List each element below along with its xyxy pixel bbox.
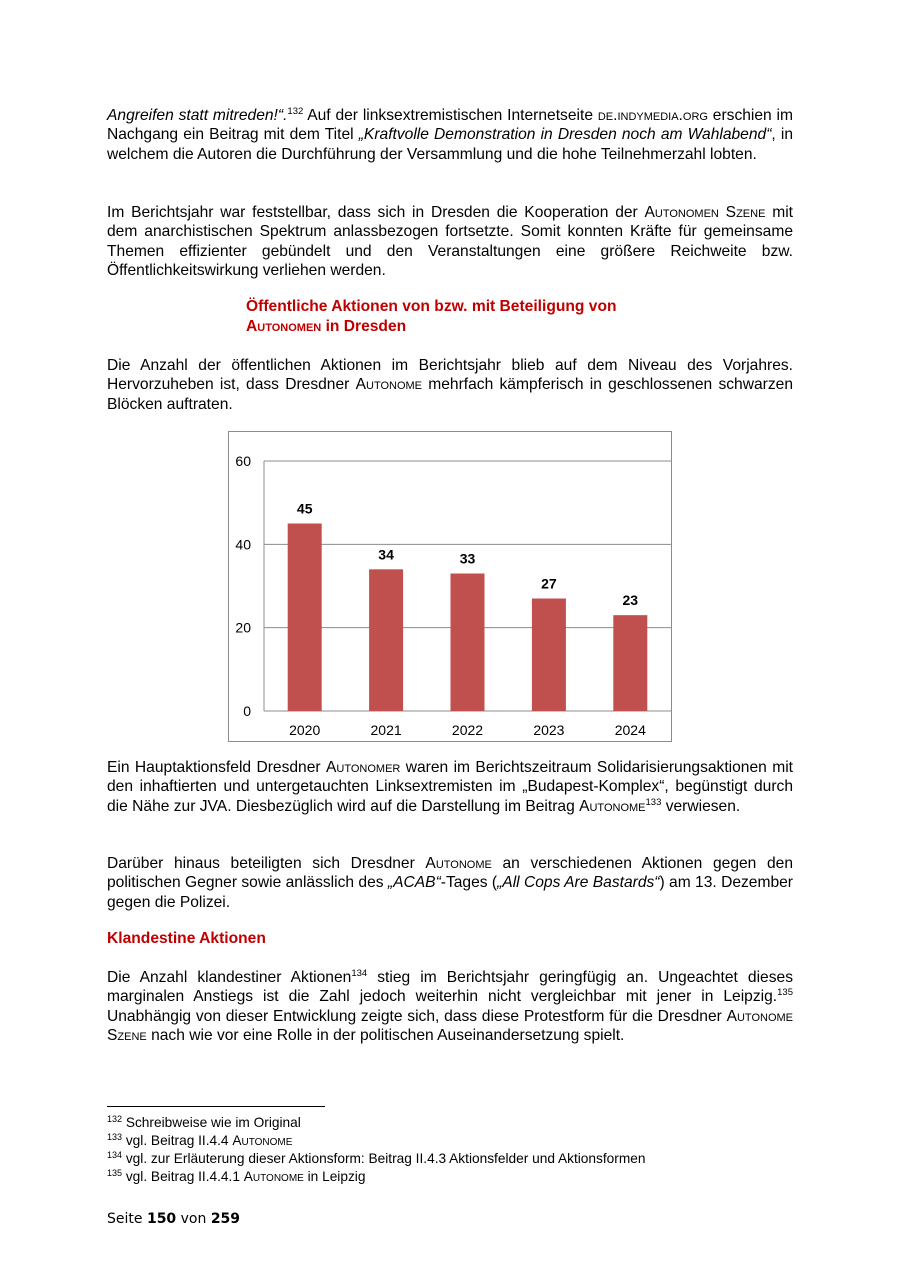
y-tick-label: 20 <box>235 619 251 636</box>
footnote-135: $^{135}$ vgl. Beitrag II.4.4.1 Autonome in Leipzig <box>107 1168 366 1184</box>
data-label-2020: 45 <box>296 500 313 517</box>
footnote-132: $^{132}$ Schreibweise wie im Original <box>107 1114 301 1130</box>
y-tick-label: 0 <box>243 703 251 719</box>
page-number: Seite 150 von 259 <box>107 1211 241 1227</box>
footnote-ref-135[interactable]: 135 <box>777 987 793 999</box>
x-tick-label-2023: 2023 <box>533 722 565 738</box>
bar-2020 <box>288 524 322 712</box>
x-tick-label-2021: 2021 <box>370 722 402 738</box>
y-tick-label: 40 <box>235 536 251 553</box>
x-tick-label-2022: 2022 <box>451 722 484 738</box>
y-tick-label: 60 <box>235 453 251 469</box>
paragraph-3: Die Anzahl der öffentlichen Aktionen im Berichtsjahr blieb auf dem Niveau des Vorjahres. Hervorzuheben ist, dass Dresdner Autonome mehrfach kämpferisch in geschlossenen schwarzen Blöcken auftraten. <box>107 357 793 413</box>
paragraph-2: Im Berichtsjahr war feststellbar, dass sich in Dresden die Kooperation der Autonomen Szene mit dem anarchistischen Spektrum anlassbezogen fortsetzte. Somit konnten Kräfte für gemeinsame Themen effizienter gebündelt und den Veranstaltungen eine größere Reichweite bzw. Öffentlichkeitswirkung verliehen werden. <box>107 204 793 279</box>
bar-2023 <box>532 599 566 712</box>
paragraph-5: Darüber hinaus beteiligten sich Dresdner Autonome an verschiedenen Aktionen gegen den politischen Gegner sowie anlässlich des „ACAB“-Tages („All Cops Are Bastards“) am 13. Dezember gegen die Polizei. <box>107 855 793 911</box>
footnotes <box>107 1114 645 1186</box>
data-label-2023: 27 <box>541 575 557 592</box>
footnote-ref-134[interactable]: 134 <box>351 968 368 979</box>
data-label-2024: 23 <box>622 592 639 609</box>
bar-2022 <box>451 574 485 712</box>
section-heading-public-actions: Öffentliche Aktionen von bzw. mit Beteiligung von Autonomen in Dresden <box>246 298 617 335</box>
bar-2021 <box>369 569 403 711</box>
x-tick-label-2024: 2024 <box>614 722 646 738</box>
footnote-133: $^{133}$ vgl. Beitrag II.4.4 Autonome <box>107 1132 293 1148</box>
data-label-2022: 33 <box>459 550 476 567</box>
bar-chart-public-actions <box>228 431 672 742</box>
footnote-ref-133[interactable]: 133 <box>645 796 662 808</box>
bar-2024 <box>613 615 647 711</box>
footnote-ref-132[interactable]: 132 <box>287 106 304 117</box>
data-label-2021: 34 <box>378 546 394 563</box>
x-tick-label-2020: 2020 <box>289 722 321 738</box>
quote-text: Angreifen statt mitreden!“. <box>107 107 288 124</box>
footnote-divider <box>107 1106 325 1107</box>
paragraph-4: Ein Hauptaktionsfeld Dresdner Autonomer waren im Berichtszeitraum Solidarisierungsaktionen mit den inhaftierten und untergetauchten Linksextremisten im „Budapest-Komplex“, begünstigt durch die Nähe zur JVA. Diesbezüglich wird auf die Darstellung im Beitrag Autonome$^{133}$ verwiesen. <box>107 759 793 815</box>
article-title: „Kraftvolle Demonstration in Dresden noch am Wahlabend“ <box>358 126 772 144</box>
website-name: de.indymedia.org <box>597 107 708 124</box>
footnote-134: $^{134}$ vgl. zur Erläuterung dieser Aktionsform: Beitrag II.4.3 Aktionsfelder und Aktionsformen <box>107 1150 646 1166</box>
section-heading-clandestine: Klandestine Aktionen <box>107 930 266 947</box>
paragraph-1: Angreifen statt mitreden!“.$^{132}$ Auf der linksextremistischen Internetseite de.indymedia.org erschien im Nachgang ein Beitrag mit dem Titel „Kraftvolle Demonstration in Dresden noch am Wahlabend“, in welchem die Autoren die Durchführung der Versammlung und die hohe Teilnehmerzahl lobten. <box>107 106 793 163</box>
paragraph-6: Die Anzahl klandestiner Aktionen$^{134}$ stieg im Berichtsjahr geringfügig an. Ungeachtet dieses marginalen Anstiegs ist die Zahl jedoch weiterhin nicht vergleichbar mit jener in Leipzig.$^{135}$ Unabhängig von dieser Entwicklung zeigte sich, dass diese Protestform für die Dresdner Autonome Szene nach wie vor eine Rolle in der politischen Auseinandersetzung spielt. <box>107 968 793 1044</box>
